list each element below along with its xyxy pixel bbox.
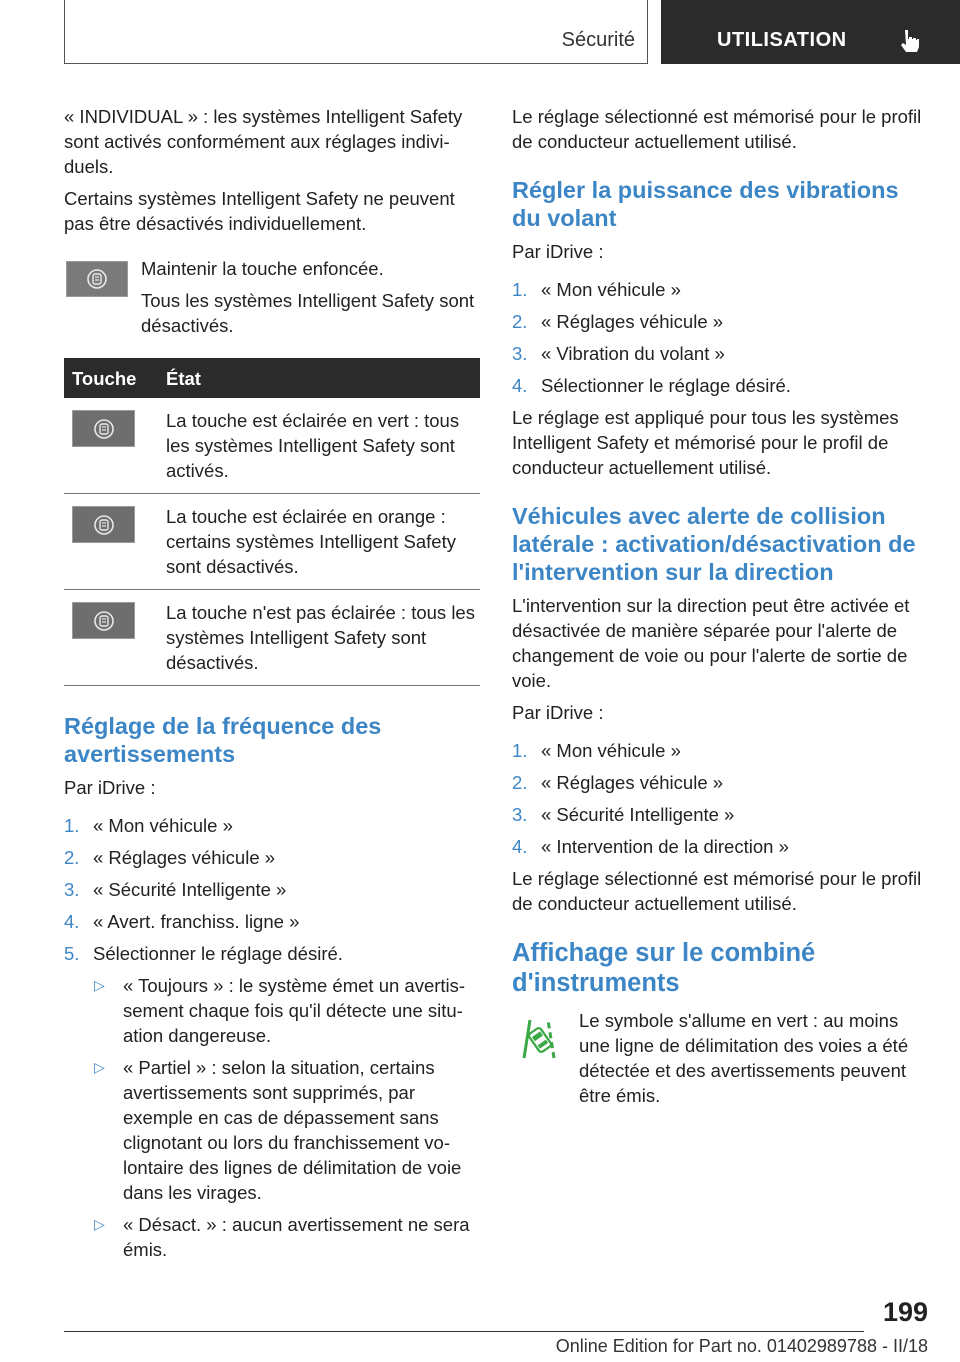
list-item: 5. Sélectionner le réglage désiré. [64,943,343,964]
vibration-steps [512,277,928,398]
frequency-options [64,973,480,1262]
safety-button-icon [72,602,135,639]
table-row [64,590,480,686]
frequency-heading: Réglage de la fréquence des avertissements [64,713,382,767]
list-item: 3. « Sécurité Intelligente » [512,804,735,825]
table-header-state: État [166,358,480,398]
key-hold-block [64,256,480,338]
edition-footer: Online Edition for Part no. 01402989788 - II/18 [555,1336,928,1356]
table-row [64,398,480,494]
display-block [512,1008,928,1108]
display-heading: Affichage sur le combiné d'instruments [512,939,816,997]
list-item: 4. « Avert. franchiss. ligne » [64,911,300,932]
list-item: 2. « Réglages véhicule » [512,772,724,793]
list-item: 1. « Mon véhicule » [512,279,681,300]
safety-button-icon [66,261,128,297]
cannot-disable-paragraph: Certains systèmes Intelligent Safety ne peuvent pas être désactivés individuellement. [64,188,455,234]
chapter-title: UTILISATION [717,29,847,51]
list-item: ▷ « Partiel » : selon la situation, certains avertissements sont supprimés, par exemple en cas de dépassement sans clignotant ou lors du franchissement volontaire des lignes de délimitation de voie dans les virages. [94,1057,462,1203]
list-item: 4. Sélectionner le réglage désiré. [512,375,791,396]
safety-button-icon [72,410,135,447]
left-column [64,104,480,1269]
individual-paragraph: « INDIVIDUAL » : les systèmes Intelligent Safety sont activés conformément aux réglages individuels. [64,106,463,177]
list-item: 2. « Réglages véhicule » [64,847,276,868]
state-green-text: La touche est éclairée en vert : tous les systèmes Intelligent Safety sont activés. [166,398,480,494]
list-item: 3. « Vibration du volant » [512,343,725,364]
saved-paragraph: Le réglage sélectionné est mémorisé pour le profil de conducteur actuellement utilisé. [512,106,922,152]
right-column [512,104,928,1115]
triangle-bullet-icon: ▷ [94,977,105,993]
vibration-heading: Régler la puissance des vibrations du volant [512,177,899,231]
chapter-tab [661,0,960,64]
collision-heading: Véhicules avec alerte de collision latérale : activation/désactivation de l'intervention sur la direction [512,503,916,585]
hand-pointer-icon [897,28,923,54]
frequency-steps [64,813,480,966]
list-item: 2. « Réglages véhicule » [512,311,724,332]
table-row [64,494,480,590]
footer-rule [64,1331,864,1332]
all-disabled-text: Tous les systèmes Intelligent Safety sont désactivés. [141,290,475,336]
state-orange-text: La touche est éclairée en orange : certains systèmes Intelligent Safety sont désactivés. [166,494,480,590]
section-title: Sécurité [561,29,635,51]
safety-button-icon [72,506,135,543]
list-item: ▷ « Toujours » : le système émet un avertissement chaque fois qu'il détecte une situation dangereuse. [94,975,466,1046]
key-hold-text: Maintenir la touche enfoncée. [141,258,384,279]
idrive-label: Par iDrive : [512,702,604,723]
applied-paragraph: Le réglage est appliqué pour tous les systèmes Intelligent Safety et mémorisé pour le profil de conducteur actuellement utilisé. [512,407,899,478]
triangle-bullet-icon: ▷ [94,1059,105,1075]
list-item: 3. « Sécurité Intelligente » [64,879,287,900]
state-off-text: La touche n'est pas éclairée : tous les systèmes Intelligent Safety sont désactivés. [166,590,480,686]
idrive-label: Par iDrive : [512,241,604,262]
idrive-label: Par iDrive : [64,777,156,798]
triangle-bullet-icon: ▷ [94,1216,105,1232]
header-section-box [64,0,648,64]
page-number: 199 [882,1297,928,1327]
list-item: ▷ « Désact. » : aucun avertissement ne sera émis. [94,1214,470,1260]
list-item: 1. « Mon véhicule » [512,740,681,761]
button-state-table [64,358,480,686]
intervention-paragraph: L'intervention sur la direction peut être activée et désactivée de manière séparée pour l'alerte de changement de voie ou pour l'alerte de sortie de voie. [512,595,910,691]
direction-steps [512,738,928,859]
saved-paragraph-2: Le réglage sélectionné est mémorisé pour le profil de conducteur actuellement utilisé. [512,868,922,914]
symbol-paragraph: Le symbole s'allume en vert : au moins une ligne de délimitation des voies a été détectée et des avertissements peuvent être émis. [579,1010,909,1106]
list-item: 4. « Intervention de la direction » [512,836,789,857]
table-header-button: Touche [64,358,166,398]
lane-assist-car-icon [520,1014,560,1060]
list-item: 1. « Mon véhicule » [64,815,233,836]
